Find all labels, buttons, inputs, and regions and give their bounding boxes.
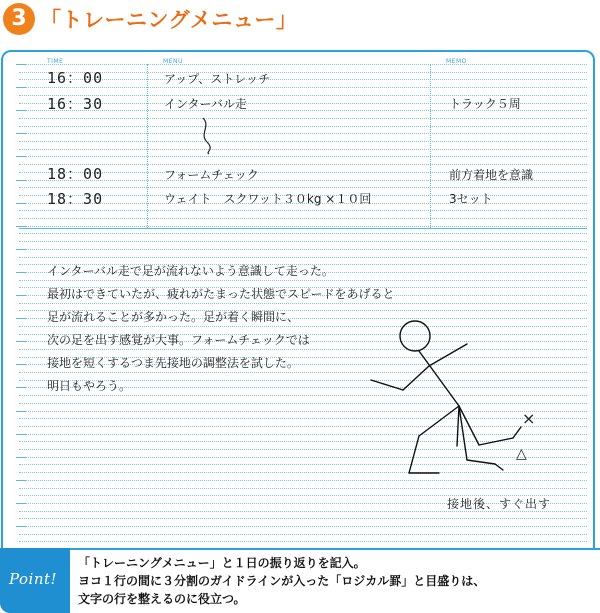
row-3-menu: フォームチェック (164, 168, 259, 182)
ruled-line-tick (16, 203, 26, 204)
ruled-line-tick (16, 526, 26, 527)
row-4-memo: 3セット (449, 192, 493, 206)
ruled-line (19, 233, 587, 234)
ruled-line (19, 156, 587, 157)
ruled-line-tick (16, 180, 26, 181)
memo-column-label: MEMO (446, 58, 467, 65)
ruled-line (19, 187, 587, 188)
point-line-3: 文字の行を整えるのに役立つ。 (78, 592, 246, 606)
diary-line-6: 明日もやろう。 (47, 379, 132, 393)
ruled-line (19, 64, 587, 65)
row-4-menu: ウェイト スクワット３０kg ×１０回 (164, 192, 372, 206)
ruled-line-tick (16, 434, 26, 435)
ruled-line (19, 118, 587, 119)
ruled-line-tick (16, 64, 26, 65)
diary-line-1: インターバル走で足が流れないよう意識して走った。 (47, 264, 334, 278)
point-line-2: ヨコ１行の間に３分割のガイドラインが入った「ロジカル罫」と目盛りは、 (78, 574, 486, 588)
time-column-label: TIME (47, 58, 64, 65)
ruled-line-tick (16, 156, 26, 157)
ruled-line-tick (16, 226, 26, 227)
ruled-line (19, 164, 587, 165)
ruled-line-tick (16, 295, 26, 296)
point-tab (0, 548, 70, 613)
ruled-line-tick (16, 133, 26, 134)
page-title: 「トレーニングメニュー」 (40, 8, 298, 32)
ruled-line (19, 149, 587, 150)
ruled-line-tick (16, 480, 26, 481)
sketch-caption: 接地後、すぐ出す (447, 497, 552, 511)
header (0, 0, 600, 48)
continuation-squiggle (197, 116, 217, 156)
diary-line-4: 次の足を出す感覚が大事。フォームチェックでは (47, 333, 310, 347)
section-divider (19, 228, 587, 229)
ruled-line-tick (16, 387, 26, 388)
ruled-line-tick (16, 364, 26, 365)
ruled-line (19, 241, 587, 242)
row-1-menu: アップ、ストレッチ (164, 72, 271, 86)
column-divider (430, 64, 431, 228)
ruled-line-tick (16, 87, 26, 88)
diary-line-5: 接地を短くするつま先接地の調整法を試した。 (47, 356, 299, 370)
ruled-line (19, 72, 587, 73)
ruled-line (19, 541, 587, 542)
ruled-line (19, 249, 587, 250)
diary-line-3: 足が流れることが多かった。足が着く瞬間に、 (47, 310, 300, 324)
row-2-menu: インターバル走 (164, 97, 247, 111)
ruled-line-tick (16, 503, 26, 504)
ruled-line-tick (16, 249, 26, 250)
point-body (70, 548, 600, 613)
step-number-badge: 3 (3, 3, 35, 35)
point-box (0, 548, 600, 613)
row-2-memo: トラック５周 (449, 97, 521, 111)
row-3-time: 18：00 (47, 165, 104, 183)
ruled-line (19, 257, 587, 258)
row-3-memo: 前方着地を意識 (449, 168, 534, 182)
point-line-1: 「トレーニングメニュー」と１日の振り返りを記入。 (78, 556, 366, 570)
menu-column-label: MENU (163, 58, 183, 65)
ruled-line (19, 141, 587, 142)
ruled-line (19, 126, 587, 127)
point-label: Point! (9, 570, 58, 588)
row-4-time: 18：30 (47, 190, 104, 208)
diary-line-2: 最初はできていたが、疲れがたまった状態でスピードをあげると (47, 287, 395, 301)
ruled-line (19, 210, 587, 211)
ruled-line-tick (16, 110, 26, 111)
ruled-line (19, 226, 587, 227)
ruled-line-tick (16, 457, 26, 458)
row-1-time: 16：00 (47, 69, 104, 87)
row-2-time: 16：30 (47, 95, 104, 113)
ruled-line (19, 79, 587, 80)
ruled-line (19, 133, 587, 134)
good-mark: × (522, 409, 536, 428)
fair-mark: △ (516, 446, 527, 462)
ruled-line (19, 218, 587, 219)
column-divider (147, 64, 148, 228)
ruled-line-tick (16, 272, 26, 273)
notebook-page (1, 50, 595, 608)
ruled-line-tick (16, 341, 26, 342)
ruled-line-tick (16, 318, 26, 319)
ruled-line (19, 87, 587, 88)
ruled-line-tick (16, 411, 26, 412)
